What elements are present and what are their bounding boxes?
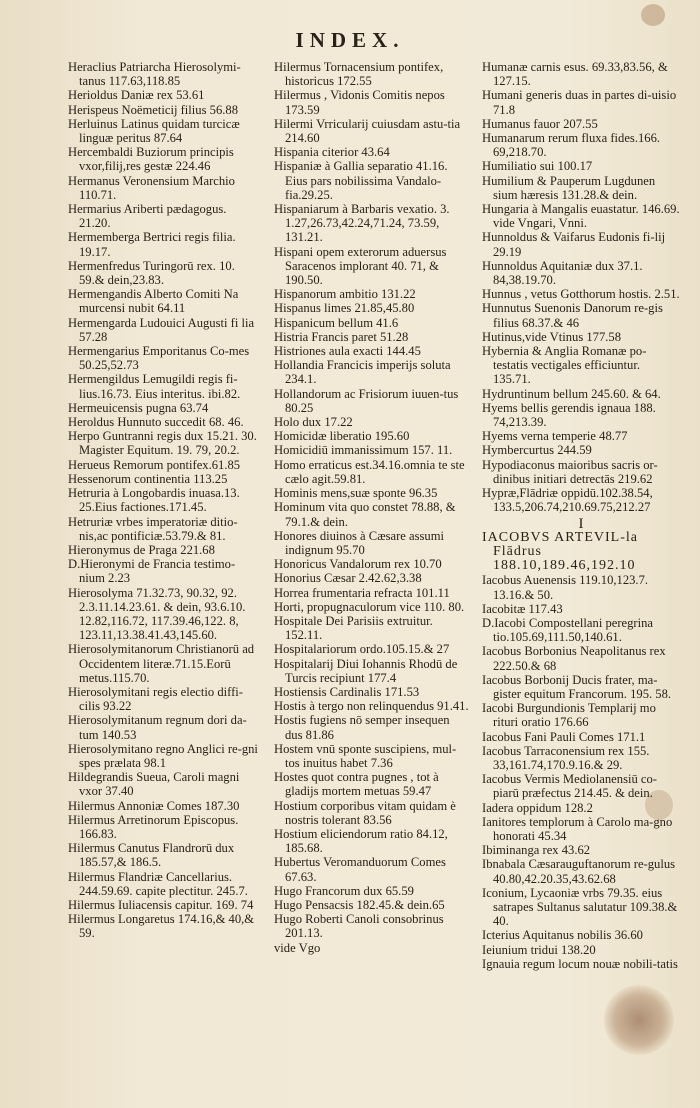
page-title: INDEX. bbox=[295, 28, 405, 52]
index-entry: Hydruntinum bellum 245.60. & 64. bbox=[482, 386, 661, 401]
index-entry: Ianitores templorum à Carolo ma-gno honorati 45.34 bbox=[482, 814, 673, 843]
index-entry: Hermanus Veronensium Marchio 110.71. bbox=[68, 173, 235, 202]
index-entry: Hilermus Tornacensium pontifex, historicus 172.55 bbox=[274, 60, 444, 89]
index-entry: Ignauia regum locum nouæ nobili-tatis bbox=[482, 956, 678, 971]
index-entry: Herluinus Latinus quidam turcicæ linguæ peritus 87.64 bbox=[68, 116, 240, 146]
index-entry: D.Iacobi Compostellani peregrina tio.105.69,111.50,140.61. bbox=[482, 615, 654, 645]
index-entry: Hilermus , Vidonis Comitis nepos 173.59 bbox=[274, 88, 445, 117]
index-entry: Homicidiū immanissimum 157. 11. bbox=[274, 443, 453, 458]
index-entry: Hollandia Francicis imperijs soluta 234.1. bbox=[274, 358, 451, 387]
index-entry: Ibiminanga rex 43.62 bbox=[482, 843, 591, 858]
index-entry: Hercembaldi Buziorum principis vxor,filij,res gestæ 224.46 bbox=[68, 145, 234, 174]
index-column-2 bbox=[274, 60, 470, 955]
index-entry: Herueus Remorum pontifex.61.85 bbox=[68, 457, 241, 472]
index-entry: Hugo Pensacsis 182.45.& dein.65 bbox=[274, 897, 445, 912]
index-entry: Honoricus Vandalorum rex 10.70 bbox=[274, 557, 442, 572]
index-entry: Histriones aula exacti 144.45 bbox=[274, 344, 421, 359]
index-entry: Heroldus Hunnuto succedit 68. 46. bbox=[68, 415, 244, 430]
index-entry: Hermemberga Bertrici regis filia. 19.17. bbox=[68, 230, 236, 259]
index-entry: Iacobus Borbonius Neapolitanus rex 222.50.& 68 bbox=[482, 644, 666, 673]
index-entry: Hostis à tergo non relinquendus 91.41. bbox=[274, 699, 469, 714]
index-entry: Hostis fugiens nō semper insequen dus 81.86 bbox=[274, 713, 450, 742]
index-entry: Histria Francis paret 51.28 bbox=[274, 329, 409, 344]
index-entry: Hermenfredus Turingorū rex. 10. 59.& dein,23.83. bbox=[68, 258, 235, 288]
index-entry: Hispanus limes 21.85,45.80 bbox=[274, 301, 415, 316]
index-entry: Hunnus , vetus Gotthorum hostis. 2.51. bbox=[482, 287, 680, 302]
index-entry: Hierosolyma 71.32.73, 90.32, 92. 2.3.11.14.23.61. & dein, 93.6.10. 12.82,116.72, 117.39.46,122. 8, 123.11,13.38.41.43,145.60. bbox=[68, 585, 246, 643]
index-entry: Humanæ carnis esus. 69.33,83.56, & 127.15. bbox=[482, 60, 668, 89]
index-entry: vide Vgo bbox=[274, 940, 321, 955]
index-entry: Hugo Francorum dux 65.59 bbox=[274, 883, 414, 898]
index-entry: Hilermus Flandriæ Cancellarius. 244.59.69. capite plectitur. 245.7. bbox=[68, 869, 248, 898]
index-entry: Holo dux 17.22 bbox=[274, 415, 353, 430]
index-entry: Hyems bellis gerendis ignaua 188. 74,213.39. bbox=[482, 400, 656, 430]
index-entry: Hispanorum ambitio 131.22 bbox=[274, 287, 416, 302]
index-entry: Iacobus Borbonij Ducis frater, ma-gister equitum Francorum. 195. 58. bbox=[482, 672, 672, 701]
index-entry: Hierosolymitani regis electio diffi-cilis 93.22 bbox=[68, 684, 243, 714]
index-entry: Hermengarda Ludouici Augusti fi lia 57.28 bbox=[68, 315, 255, 344]
index-entry: Iacobus Vermis Mediolanensiū co-piarū præfectus 214.45. & dein. bbox=[482, 772, 657, 801]
index-entry: Hospitalariorum ordo.105.15.& 27 bbox=[274, 642, 450, 657]
index-entry: Hispaniæ à Gallia separatio 41.16. Eius pars nobilissima Vandalo-fia.29.25. bbox=[274, 159, 448, 202]
index-entry: Iacobus Auenensis 119.10,123.7. 13.16.& 50. bbox=[482, 573, 649, 602]
index-entry: Herioldus Daniæ rex 53.61 bbox=[68, 88, 205, 103]
index-entry: Hubertus Veromanduorum Comes 67.63. bbox=[274, 855, 446, 884]
index-entry: Hostem vnū sponte suscipiens, mul-tos inuitus habet 7.36 bbox=[274, 741, 457, 770]
index-entry: Herispeus Noëmeticij filius 56.88 bbox=[68, 102, 238, 117]
index-entry: Hetruria à Longobardis inuasa.13. 25.Eius factiones.171.45. bbox=[68, 486, 240, 515]
index-entry: Hostes quot contra pugnes , tot à gladijs mortem metuas 59.47 bbox=[274, 770, 439, 799]
paper-stain bbox=[641, 4, 665, 26]
index-entry: Hispanicum bellum 41.6 bbox=[274, 315, 399, 330]
index-entry: Hunnutus Suenonis Danorum re-gis filius 68.37.& 46 bbox=[482, 301, 663, 330]
index-entry: Hessenorum continentia 113.25 bbox=[68, 471, 228, 486]
index-entry: Hildegrandis Sueua, Caroli magni vxor 37.40 bbox=[68, 770, 240, 799]
index-entry: Humanus fauor 207.55 bbox=[482, 116, 598, 131]
index-entry: Homicidæ liberatio 195.60 bbox=[274, 429, 410, 444]
index-entry: Hugo Roberti Canoli consobrinus 201.13. bbox=[274, 912, 444, 941]
index-entry: Hispaniarum à Barbaris vexatio. 3. 1.27,26.73,42.24,71.24, 73.59, 131.21. bbox=[274, 202, 450, 245]
index-entry: Herpo Guntranni regis dux 15.21. 30. Magister Equitum. 19. 79, 20.2. bbox=[68, 429, 257, 458]
index-entry: Honores diuinos à Cæsare assumi indignum 95.70 bbox=[274, 528, 444, 557]
index-entry: Humiliatio sui 100.17 bbox=[482, 159, 593, 174]
index-entry: Hymbercurtus 244.59 bbox=[482, 443, 592, 458]
index-entry: Hilermus Iuliacensis capitur. 169. 74 bbox=[68, 897, 254, 912]
index-entry: Hunnoldus & Vaifarus Eudonis fi-lij 29.19 bbox=[482, 230, 666, 259]
index-entry: Iacobitæ 117.43 bbox=[482, 601, 563, 616]
index-entry: Iacobi Burgundionis Templarij mo rituri oratio 176.66 bbox=[482, 701, 656, 730]
index-entry: Hominum vita quo constet 78.88, & 79.1.& dein. bbox=[274, 500, 456, 529]
index-entry: Hollandorum ac Frisiorum iuuen-tus 80.25 bbox=[274, 386, 459, 415]
index-entry: D.Hieronymi de Francia testimo-nium 2.23 bbox=[68, 557, 236, 586]
index-entry: Hostium corporibus vitam quidam è nostris tolerant 83.56 bbox=[274, 798, 456, 827]
index-entry: Homo erraticus est.34.16.omnia te ste cælo agit.59.81. bbox=[274, 457, 465, 486]
index-entry: Hutinus,vide Vtinus 177.58 bbox=[482, 329, 622, 344]
index-entry: Honorius Cæsar 2.42.62,3.38 bbox=[274, 571, 422, 586]
index-entry: Hispani opem exterorum aduersus Saracenos implorant 40. 71, & 190.50. bbox=[274, 244, 447, 288]
paper-stain bbox=[604, 985, 674, 1055]
index-entry: Heraclius Patriarcha Hierosolymi-tanus 117.63,118.85 bbox=[68, 60, 241, 89]
index-entry: Hybernia & Anglia Romanæ po-testatis vectigales efficiuntur. 135.71. bbox=[482, 344, 647, 387]
index-entry: Hieronymus de Praga 221.68 bbox=[68, 542, 215, 557]
index-column-3 bbox=[482, 60, 680, 971]
index-entry: Hilermus Longaretus 174.16,& 40,& 59. bbox=[68, 912, 255, 941]
index-entry: Hermarius Ariberti pædagogus. 21.20. bbox=[68, 202, 227, 231]
index-entry: Hierosolymitanorum Christianorū ad Occidentem literæ.71.15.Eorū metus.115.70. bbox=[68, 642, 255, 685]
index-entry: Humanarum rerum fluxa fides.166. 69,218.70. bbox=[482, 131, 661, 160]
index-entry: Iacobus Fani Pauli Comes 171.1 bbox=[482, 729, 646, 744]
index-entry: Hospitale Dei Parisiis extruitur. 152.11. bbox=[274, 613, 433, 643]
index-entry: Hypodiaconus maioribus sacris or-dinibus initiari detrectās 219.62 bbox=[482, 457, 658, 486]
index-entry: Icterius Aquitanus nobilis 36.60 bbox=[482, 928, 643, 943]
index-entry: Hermengandis Alberto Comiti Na murcensi nubit 64.11 bbox=[68, 287, 239, 316]
index-entry: Hilermi Vrricularij cuiusdam astu-tia 214.60 bbox=[274, 116, 461, 146]
index-column-1 bbox=[68, 60, 260, 941]
index-entry: Ibnabala Cæsarauguftanorum re-gulus 40.80,42.20.35,43.62.68 bbox=[482, 857, 676, 886]
index-entry: Hetruriæ vrbes imperatoriæ ditio-nis,ac pontificiæ.53.79.& 81. bbox=[68, 514, 238, 543]
index-entry: Hospitalarij Diui Iohannis Rhodū de Turcis recipiunt 177.4 bbox=[274, 656, 458, 685]
index-entry: Hilermus Annoniæ Comes 187.30 bbox=[68, 798, 240, 813]
index-entry: Hermeuicensis pugna 63.74 bbox=[68, 400, 209, 415]
index-entry: Ieiunium tridui 138.20 bbox=[482, 942, 596, 957]
index-entry: Hypræ,Flādriæ oppidū.102.38.54, 133.5,206.74,210.69.75,212.27 bbox=[482, 486, 653, 515]
index-entry: Hilermus Canutus Flandrorū dux 185.57,& 186.5. bbox=[68, 841, 235, 870]
index-entry: Hilermus Arretinorum Episcopus. 166.83. bbox=[68, 812, 239, 841]
index-entry: Hermengarius Emporitanus Co-mes 50.25,52.73 bbox=[68, 344, 250, 373]
index-entry: Hostium eliciendorum ratio 84.12, 185.68. bbox=[274, 826, 448, 856]
index-entry: Horti, propugnaculorum vice 110. 80. bbox=[274, 599, 465, 614]
index-entry: Hominis mens,suæ sponte 96.35 bbox=[274, 486, 438, 501]
index-entry: Hostiensis Cardinalis 171.53 bbox=[274, 684, 420, 699]
index-entry: Iconium, Lycaoniæ vrbs 79.35. eius satrapes Sultanus salutatur 109.38.& 40. bbox=[482, 885, 678, 929]
index-entry: Humilium & Pauperum Lugdunen sium hæresis 131.28.& dein. bbox=[482, 173, 656, 202]
index-entry: Hungaria à Mangalis euastatur. 146.69. vide Vngari, Vnni. bbox=[482, 202, 680, 231]
index-entry: Iadera oppidum 128.2 bbox=[482, 800, 593, 815]
index-entry: Hierosolymitano regno Anglici re-gni spes prælata 98.1 bbox=[68, 741, 258, 770]
index-entry: Humani generis duas in partes di-uisio 71.8 bbox=[482, 88, 677, 117]
index-entry: IACOBVS ARTEVIL-la Flādrus 188.10,189.46,192.10 bbox=[482, 529, 638, 574]
index-entry: Hermengildus Lemugildi regis fi-lius.16.73. Eius interitus. ibi.82. bbox=[68, 372, 241, 401]
index-entry: Hunnoldus Aquitaniæ dux 37.1. 84,38.19.70. bbox=[482, 258, 643, 288]
index-entry: Horrea frumentaria refracta 101.11 bbox=[274, 585, 450, 600]
index-entry: Hispania citerior 43.64 bbox=[274, 145, 390, 160]
index-entry: Hyems verna temperie 48.77 bbox=[482, 429, 628, 444]
index-entry: Iacobus Tarraconensium rex 155. 33,161.74,170.9.16.& 29. bbox=[482, 743, 650, 772]
index-entry: I bbox=[578, 515, 584, 532]
index-entry: Hierosolymitanum regnum dori da-tum 140.53 bbox=[68, 713, 247, 742]
